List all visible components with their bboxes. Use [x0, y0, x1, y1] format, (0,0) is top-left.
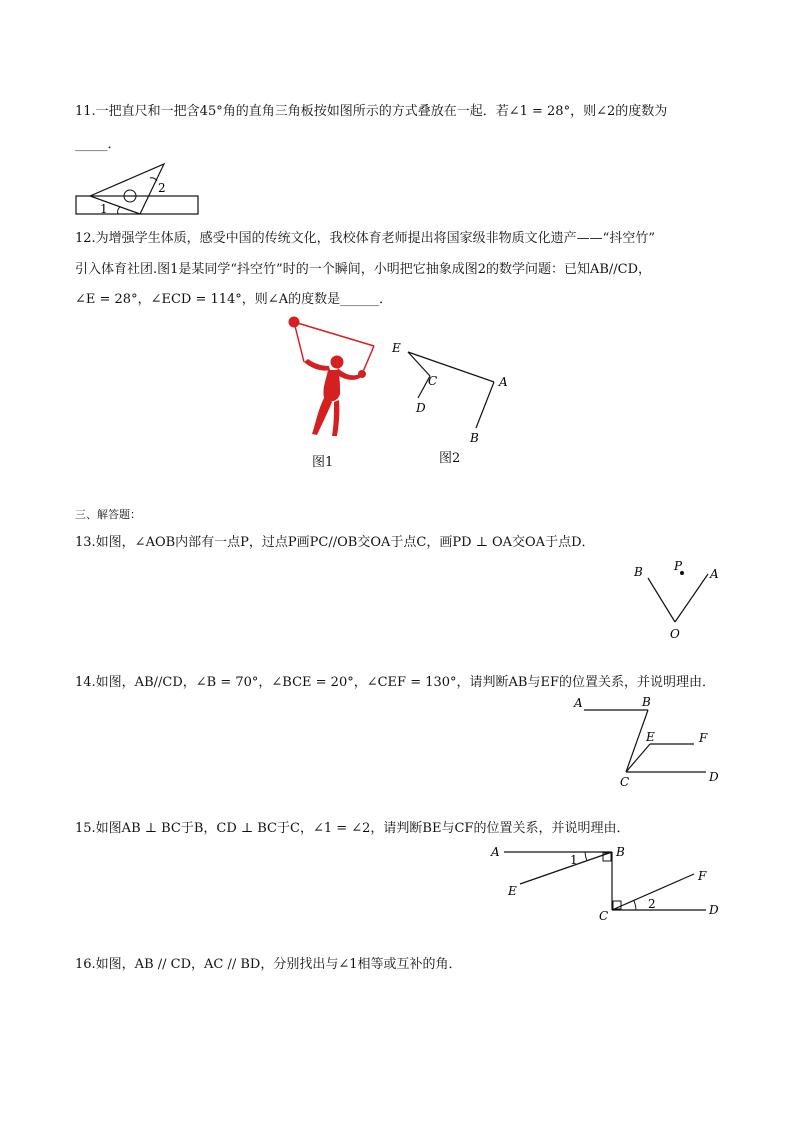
q14-text-line1: 14.如图，AB//CD，∠B = 70°，∠BCE = 20°，∠CEF = 130°，请判断AB与EF的位置关系，并说明理由．	[75, 675, 715, 690]
q12-text-line3: ∠E = 28°，∠ECD = 114°，则∠A的度数是______．	[75, 292, 393, 307]
q12-fig2-caption: 图2	[439, 451, 461, 466]
angle1-label: 1	[570, 853, 578, 867]
q15-figure	[486, 840, 722, 928]
q12-fig2-figure	[388, 340, 518, 448]
q13-text-line1: 13.如图，∠AOB内部有一点P，过点P画PC//OB交OA于点C，画PD ⊥ OA交OA于点D．	[75, 535, 595, 550]
q12-text-line1: 12.为增强学生体质，感受中国的传统文化，我校体育老师提出将国家级非物质文化遗产——“抖空竹”	[75, 231, 655, 246]
label-E: E	[508, 884, 517, 898]
angle2-arc	[634, 901, 636, 910]
label-B: B	[470, 431, 479, 445]
label-A: A	[491, 845, 500, 859]
q11-figure	[70, 158, 210, 218]
label-D: D	[709, 903, 719, 917]
label-E: E	[392, 341, 401, 355]
label-O: O	[670, 627, 680, 641]
label-C: C	[599, 909, 609, 923]
label-B: B	[642, 695, 651, 709]
q11-text-line2: _____．	[75, 137, 121, 152]
label-P: P	[674, 559, 683, 573]
q11-text-line1: 11.一把直尺和一把含45°角的直角三角板按如图所示的方式叠放在一起．若∠1 = 28°，则∠2的度数为	[75, 104, 668, 119]
label-D: D	[416, 401, 426, 415]
label-C: C	[428, 374, 438, 388]
q12-fig1-diabolo-player	[282, 314, 382, 440]
section3-title: 三、解答题：	[75, 508, 141, 521]
label-F: F	[698, 869, 707, 883]
angle2-label: 2	[158, 181, 166, 195]
angle2-label: 2	[648, 897, 656, 911]
label-E: E	[646, 730, 655, 744]
q12-fig1-caption: 图1	[312, 455, 334, 470]
label-A: A	[710, 567, 719, 581]
label-C: C	[620, 775, 630, 789]
angle1-arc	[118, 207, 120, 214]
q12-text-line2: 引入体育社团.图1是某同学“抖空竹”时的一个瞬间，小明把它抽象成图2的数学问题：已知AB//CD，	[75, 262, 652, 277]
q14-figure	[570, 694, 730, 790]
q16-text-line1: 16.如图，AB // CD，AC // BD，分别找出与∠1相等或互补的角．	[75, 957, 462, 972]
angle1-label: 1	[100, 202, 108, 216]
angle1-arc	[585, 852, 587, 861]
ruler	[76, 196, 198, 214]
q15-text-line1: 15.如图AB ⊥ BC于B，CD ⊥ BC于C，∠1 = ∠2，请判断BE与CF的位置关系，并说明理由．	[75, 821, 630, 836]
label-D: D	[709, 770, 719, 784]
label-F: F	[699, 731, 708, 745]
label-A: A	[499, 375, 508, 389]
q13-figure	[630, 560, 726, 642]
label-B: B	[634, 565, 643, 579]
label-B: B	[616, 845, 625, 859]
label-A: A	[574, 696, 583, 710]
